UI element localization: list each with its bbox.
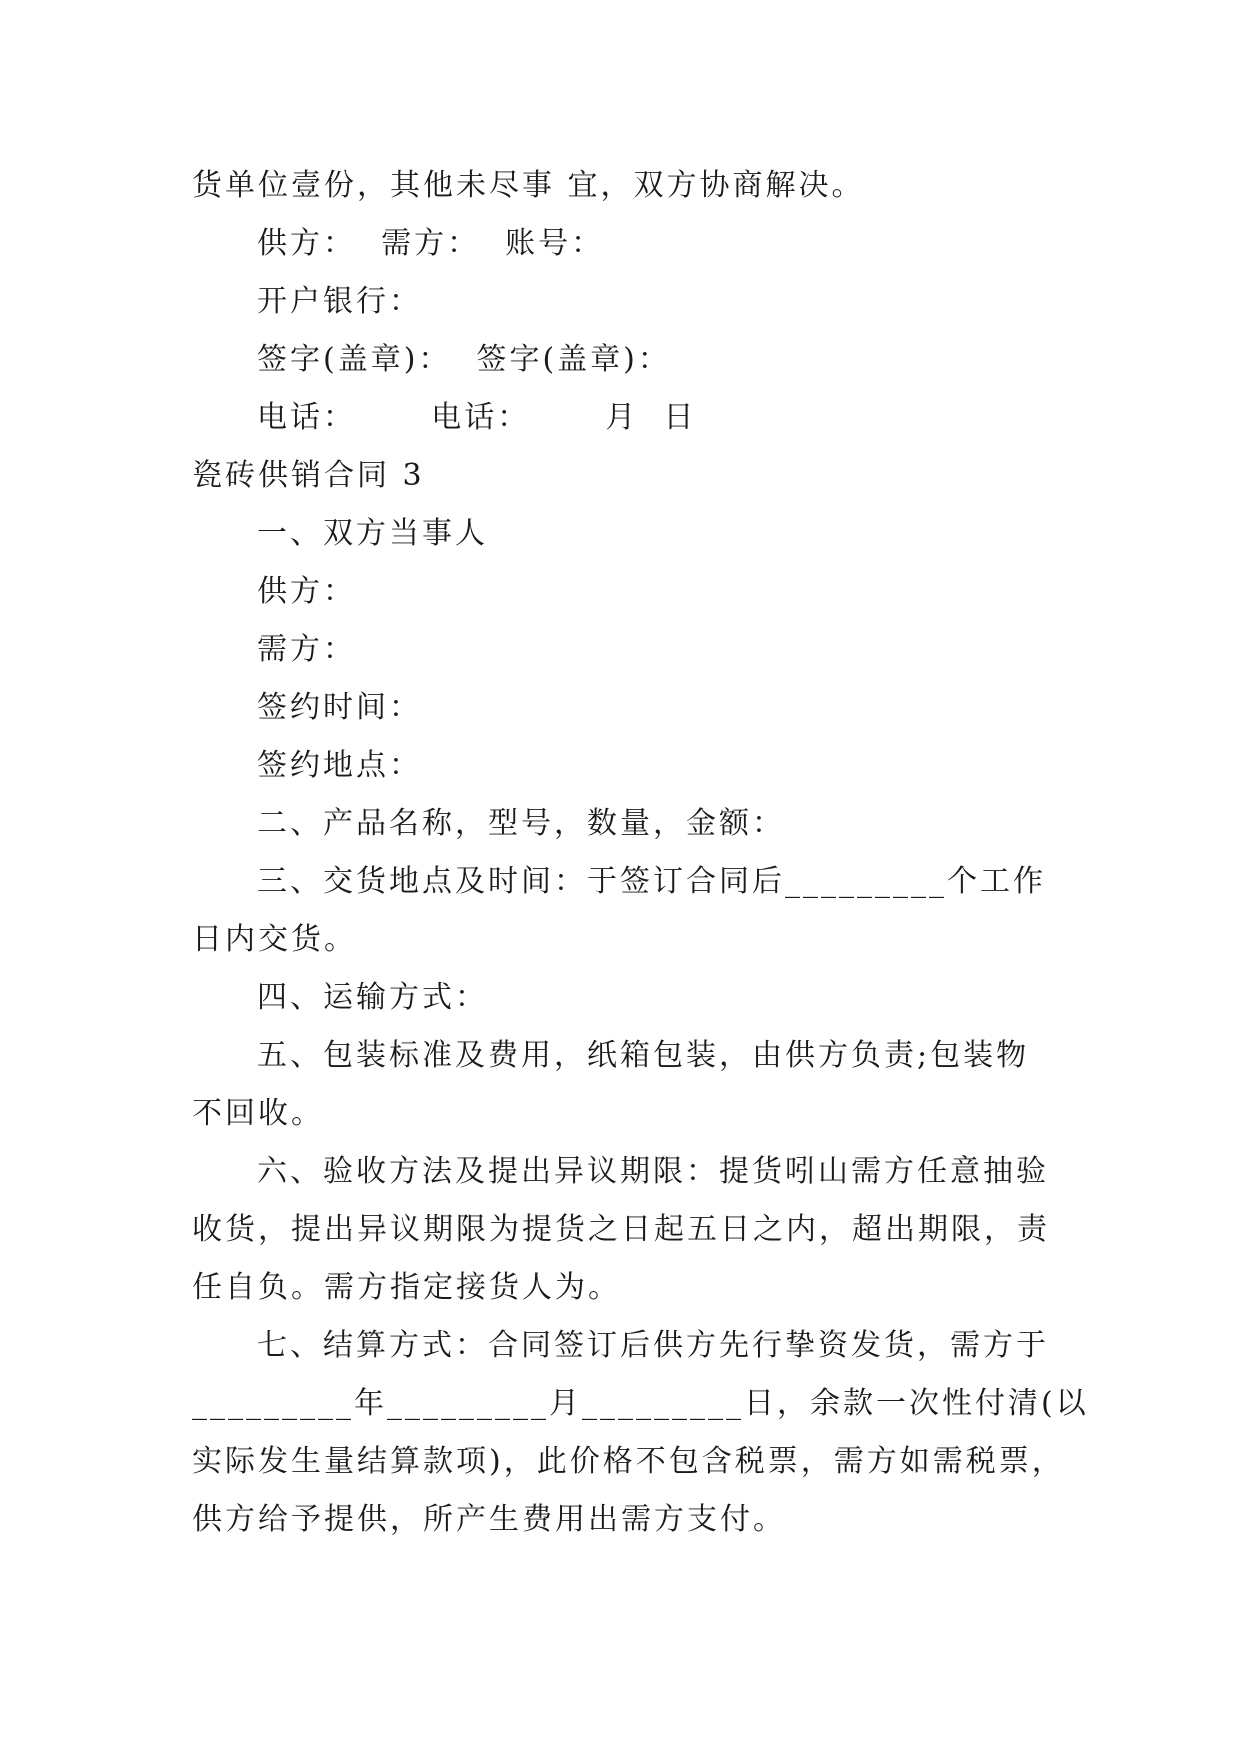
text-line: 日内交货。 xyxy=(192,922,357,957)
text-line: 五、包装标准及费用，纸箱包装，由供方负责;包装物 xyxy=(257,1038,1030,1073)
text-line: 签约时间： xyxy=(257,690,422,725)
text-line: _________年_________月_________日，余款一次性付清(以 xyxy=(192,1386,1089,1421)
text-line: 不回收。 xyxy=(192,1096,324,1131)
text-line: 二、产品名称，型号，数量，金额： xyxy=(257,806,785,841)
text-line: 供方： 需方： 账号： xyxy=(257,226,605,261)
text-line: 七、结算方式：合同签订后供方先行挚资发货，需方于 xyxy=(257,1328,1049,1363)
text-line: 签字(盖章)： 签字(盖章)： xyxy=(257,342,671,377)
text-line: 开户银行： xyxy=(257,284,422,319)
text-line: 三、交货地点及时间：于签订合同后_________个工作 xyxy=(257,864,1046,899)
text-line: 电话： 电话： 月 日 xyxy=(257,400,697,435)
section-title: 瓷砖供销合同 3 xyxy=(192,458,425,493)
text-line: 收货，提出异议期限为提货之日起五日之内，超出期限，责 xyxy=(192,1212,1050,1247)
text-line: 供方给予提供，所产生费用出需方支付。 xyxy=(192,1502,786,1537)
text-line: 需方： xyxy=(257,632,356,667)
text-line: 供方： xyxy=(257,574,356,609)
text-line: 任自负。需方指定接货人为。 xyxy=(192,1270,621,1305)
text-line: 六、验收方法及提出异议期限：提货吲山需方任意抽验 xyxy=(257,1154,1049,1189)
text-line: 签约地点： xyxy=(257,748,422,783)
text-line: 四、运输方式： xyxy=(257,980,488,1015)
text-line: 实际发生量结算款项)，此价格不包含税票，需方如需税票， xyxy=(192,1444,1065,1479)
text-line: 货单位壹份，其他未尽事 宜，双方协商解决。 xyxy=(192,168,865,203)
text-line: 一、双方当事人 xyxy=(257,516,488,551)
